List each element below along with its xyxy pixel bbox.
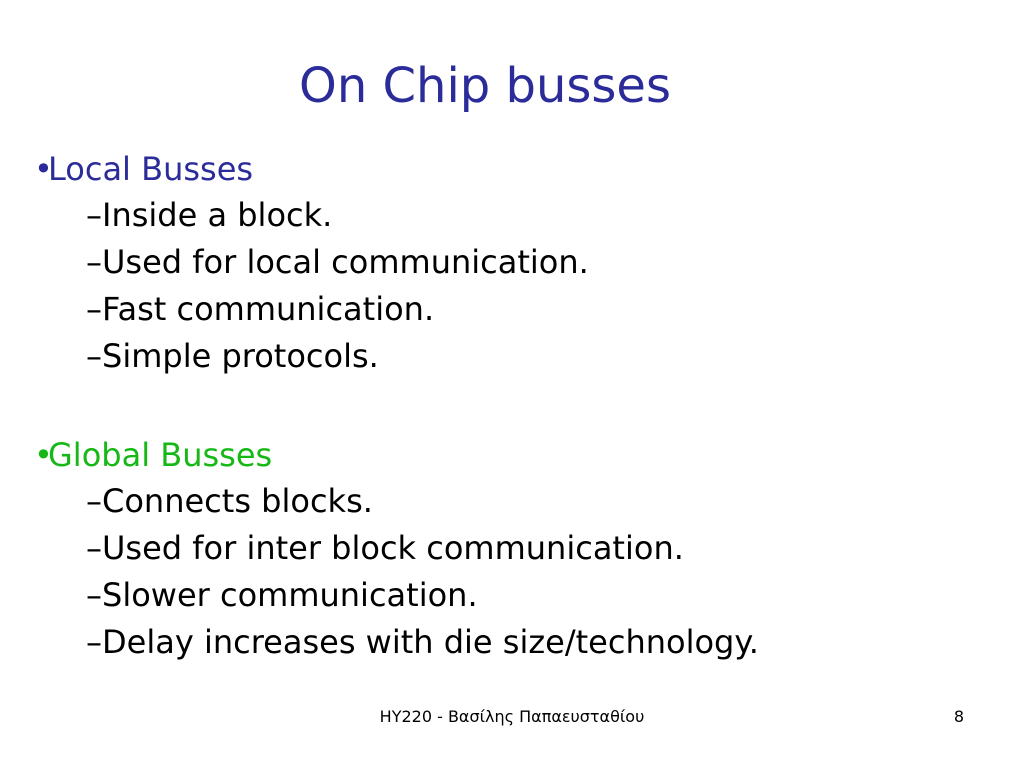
list-item-text: Delay increases with die size/technology. (102, 623, 759, 661)
slide-title: On Chip busses (299, 58, 671, 114)
list-item-text: Connects blocks. (102, 482, 373, 520)
dash-icon: – (86, 576, 102, 614)
section-heading-label: Local Busses (48, 150, 254, 188)
list-item-text: Slower communication. (102, 576, 478, 614)
list-item (34, 478, 994, 525)
sub-bullet-list (34, 478, 994, 666)
slide-footer: HY220 - Βασίλης Παπαευσταθίου (379, 707, 645, 726)
bullet-dot-icon: • (34, 436, 53, 474)
section-heading (34, 432, 994, 478)
page-number: 8 (953, 707, 965, 726)
section-heading-label: Global Busses (48, 436, 273, 474)
list-item-text: Used for local communication. (102, 243, 589, 281)
bullet-dot-icon: • (34, 150, 53, 188)
list-item (34, 286, 994, 333)
list-item-text: Simple protocols. (102, 337, 379, 375)
section-heading (34, 146, 994, 192)
dash-icon: – (86, 529, 102, 567)
list-item (34, 572, 994, 619)
list-item (34, 239, 994, 286)
sub-bullet-list (34, 192, 994, 380)
list-item (34, 192, 994, 239)
dash-icon: – (86, 482, 102, 520)
list-item-text: Fast communication. (102, 290, 435, 328)
dash-icon: – (86, 290, 102, 328)
section-global-busses (34, 432, 994, 666)
list-item (34, 619, 994, 666)
section-local-busses (34, 146, 994, 380)
list-item (34, 525, 994, 572)
list-item-text: Used for inter block communication. (102, 529, 684, 567)
dash-icon: – (86, 623, 102, 661)
list-item-text: Inside a block. (102, 196, 333, 234)
dash-icon: – (86, 243, 102, 281)
dash-icon: – (86, 196, 102, 234)
list-item (34, 333, 994, 380)
dash-icon: – (86, 337, 102, 375)
